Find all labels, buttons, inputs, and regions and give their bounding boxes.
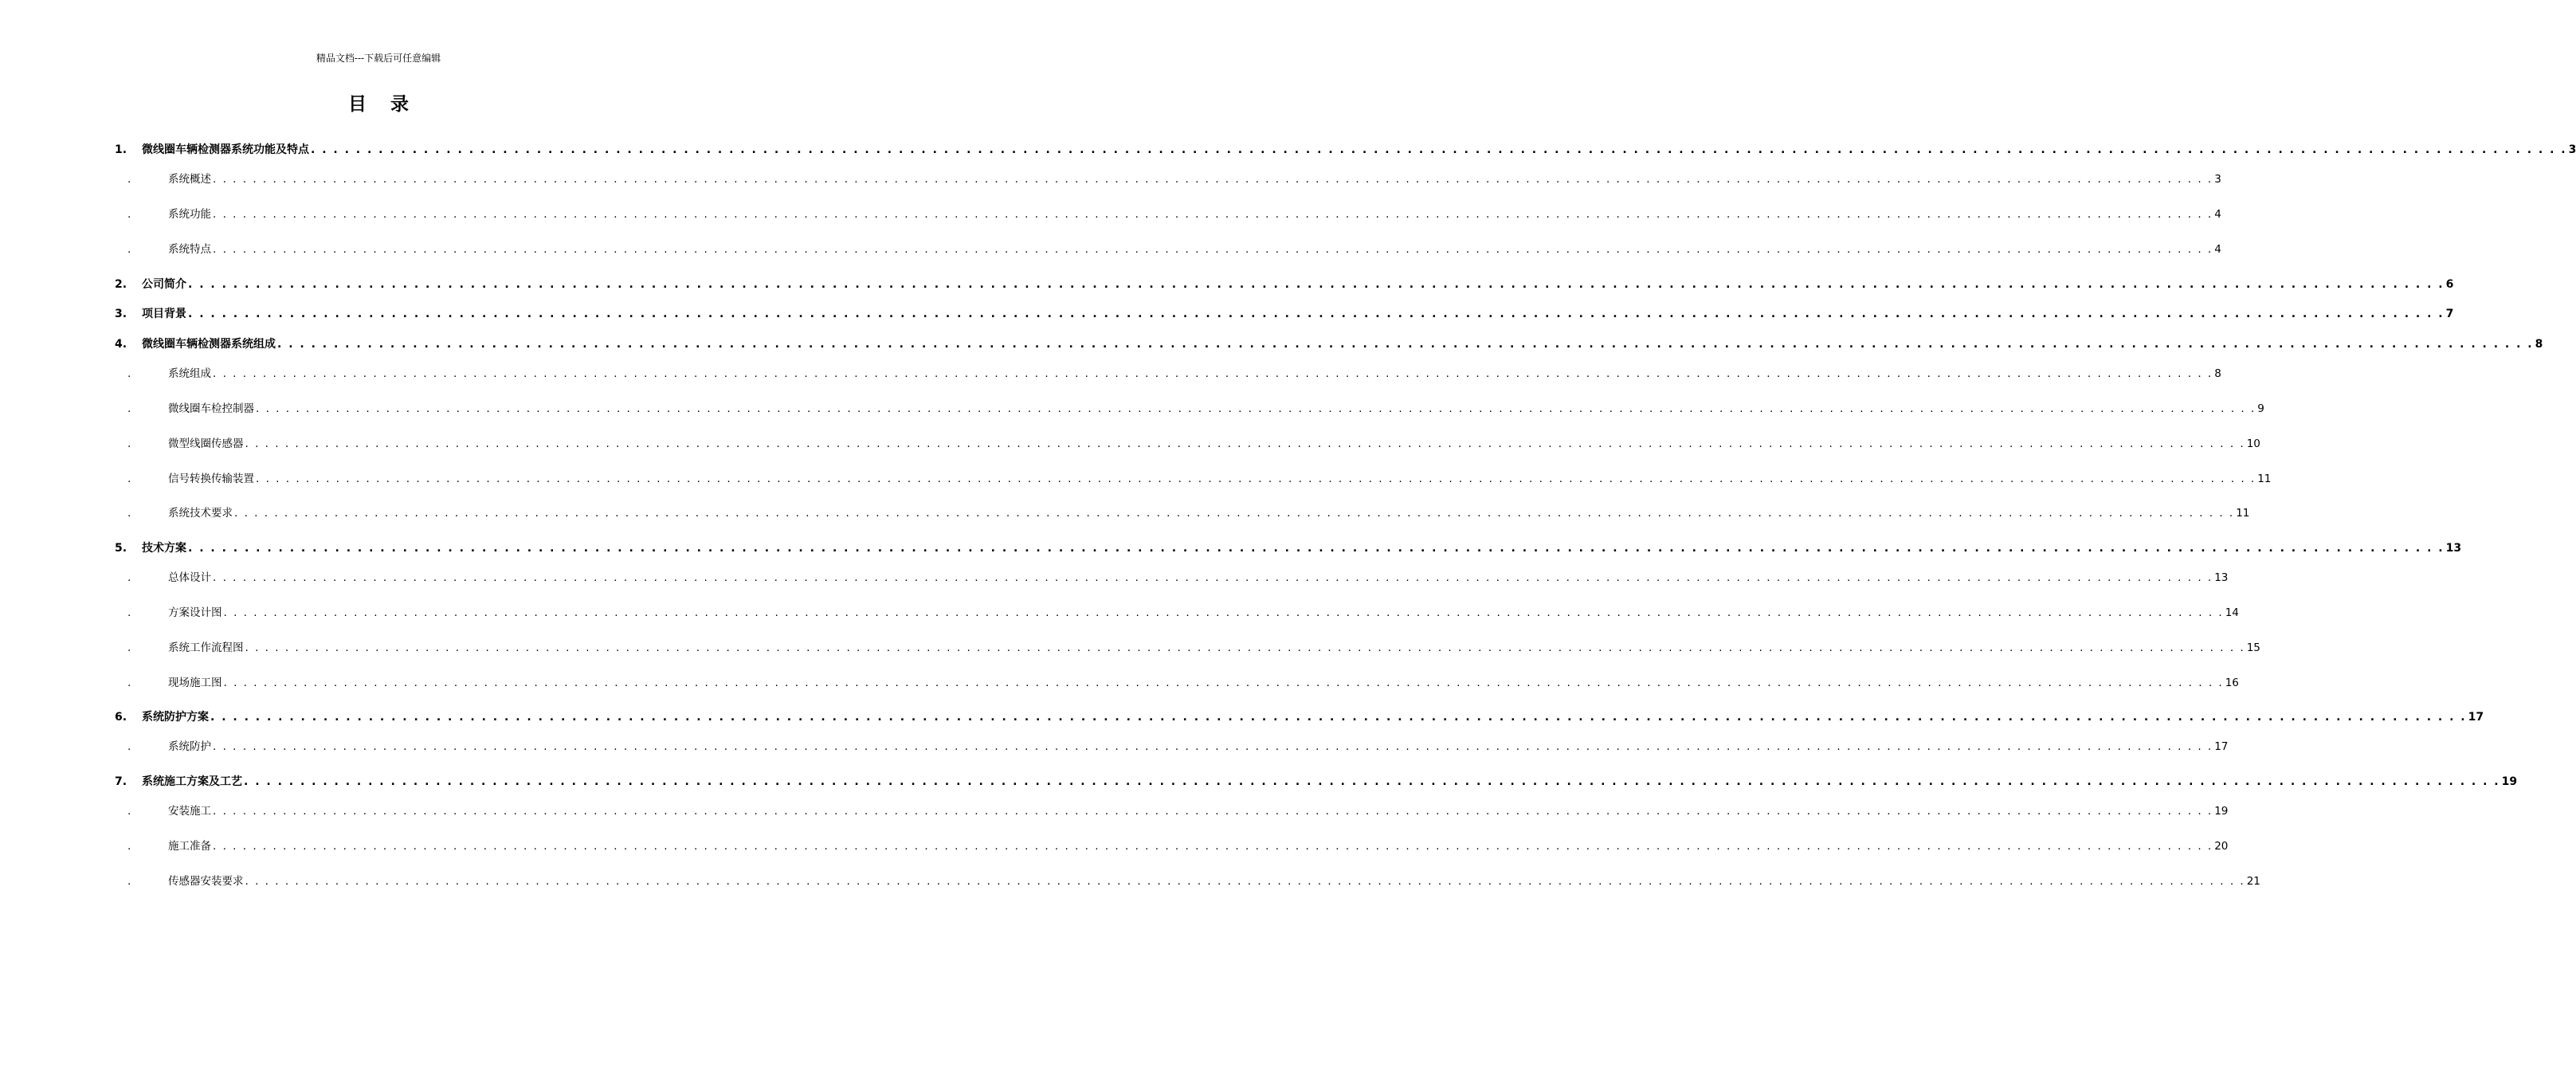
- toc-entry-number: .: [127, 243, 131, 256]
- toc-entry-page-number: 21: [2246, 875, 2260, 888]
- toc-dot-leader: . . . . . . . . . . . . . . . . . . . . . . . . . . . . . . . . . . . . . . . . . . . . . . . . . . . . . . . . . . . . . . . . . . . . . . . . . . . . . . . . . . . . . . . . . . . . . . . . . . . . . . . . . . . . . . . . . . . . . . . . . . . . . . . . . . . . . . . . . . . . . . . . . . . . . . . . . . . . . . . . . . . . . . . . . . . . . . . . . . . . . . . . . . . . . . . . . . . . . . . .: [311, 143, 2567, 156]
- toc-entry-page-number: 7: [2445, 308, 2454, 320]
- toc-entry-chapter[interactable]: [115, 141, 2576, 159]
- toc-entry-page-number: 13: [2445, 542, 2462, 555]
- toc-entry-chapter[interactable]: [115, 305, 2454, 323]
- toc-dot-leader: . . . . . . . . . . . . . . . . . . . . . . . . . . . . . . . . . . . . . . . . . . . . . . . . . . . . . . . . . . . . . . . . . . . . . . . . . . . . . . . . . . . . . . . . . . . . . . . . . . . . . . . . . . . . . . . . . . . . . . . . . . . . . . . . . . . . . . . . . . . . . . . . . . . . . . . . . . . . . . . . . . . . . . . . . . . . . . . . . . . . . . . . . . . . . . . . . . . . . . . .: [188, 308, 2445, 320]
- toc-entry-section[interactable]: [115, 738, 2229, 755]
- toc-entry-section[interactable]: [115, 365, 2221, 382]
- toc-entry-section[interactable]: [115, 569, 2229, 586]
- toc-dot-leader: . . . . . . . . . . . . . . . . . . . . . . . . . . . . . . . . . . . . . . . . . . . . . . . . . . . . . . . . . . . . . . . . . . . . . . . . . . . . . . . . . . . . . . . . . . . . . . . . . . . . . . . . . . . . . . . . . . . . . . . . . . . . . . . . . . . . . . . . . . . . . . . . . . . . . . . . . . . . . . . . . . . . . . . . . . . . . . . . . . . . . . . . . . . . . . . . . . . . . . . .: [223, 606, 2224, 619]
- toc-entry-page-number: 20: [2214, 840, 2229, 853]
- toc-entry-label[interactable]: 微线圈车检控制器: [168, 402, 254, 415]
- toc-dot-leader: . . . . . . . . . . . . . . . . . . . . . . . . . . . . . . . . . . . . . . . . . . . . . . . . . . . . . . . . . . . . . . . . . . . . . . . . . . . . . . . . . . . . . . . . . . . . . . . . . . . . . . . . . . . . . . . . . . . . . . . . . . . . . . . . . . . . . . . . . . . . . . . . . . . . . . . . . . . . . . . . . . . . . . . . . . . . . . . . . . . . . . . . . . . . . . . . . . . . . . . .: [245, 437, 2245, 450]
- toc-entry-number: .: [127, 677, 131, 689]
- toc-entry-number: .: [127, 571, 131, 584]
- page-header: 精品文档---下载后可任意编辑: [316, 53, 441, 64]
- toc-entry-section[interactable]: [115, 604, 2239, 622]
- toc-entry-page-number: 10: [2246, 437, 2260, 450]
- toc-dot-leader: . . . . . . . . . . . . . . . . . . . . . . . . . . . . . . . . . . . . . . . . . . . . . . . . . . . . . . . . . . . . . . . . . . . . . . . . . . . . . . . . . . . . . . . . . . . . . . . . . . . . . . . . . . . . . . . . . . . . . . . . . . . . . . . . . . . . . . . . . . . . . . . . . . . . . . . . . . . . . . . . . . . . . . . . . . . . . . . . . . . . . . . . . . . . . . . . . . . . . . . .: [223, 677, 2224, 689]
- toc-entry-label[interactable]: 系统防护: [168, 740, 211, 753]
- toc-dot-leader: . . . . . . . . . . . . . . . . . . . . . . . . . . . . . . . . . . . . . . . . . . . . . . . . . . . . . . . . . . . . . . . . . . . . . . . . . . . . . . . . . . . . . . . . . . . . . . . . . . . . . . . . . . . . . . . . . . . . . . . . . . . . . . . . . . . . . . . . . . . . . . . . . . . . . . . . . . . . . . . . . . . . . . . . . . . . . . . . . . . . . . . . . . . . . . . . . . . . . . . .: [188, 542, 2445, 555]
- toc-entry-label[interactable]: 微线圈车辆检测器系统功能及特点: [142, 143, 309, 156]
- toc-entry-number: .: [127, 208, 131, 221]
- toc-entry-label[interactable]: 信号转换传输装置: [168, 473, 254, 485]
- toc-entry-page-number: 8: [2535, 338, 2543, 351]
- toc-entry-chapter[interactable]: [115, 708, 2484, 726]
- toc-entry-number: 6.: [115, 711, 127, 724]
- toc-entry-page-number: 15: [2246, 641, 2260, 654]
- toc-entry-page-number: 19: [2214, 805, 2229, 818]
- toc-entry-label[interactable]: 项目背景: [142, 308, 186, 320]
- toc-entry-label[interactable]: 系统特点: [168, 243, 211, 256]
- toc-entry-number: .: [127, 641, 131, 654]
- toc-entry-number: .: [127, 840, 131, 853]
- toc-entry-number: 3.: [115, 308, 127, 320]
- toc-entry-section[interactable]: [115, 674, 2239, 692]
- toc-entry-page-number: 11: [2257, 473, 2272, 485]
- toc-entry-section[interactable]: [115, 802, 2229, 820]
- toc-entry-label[interactable]: 微线圈车辆检测器系统组成: [142, 338, 276, 351]
- toc-dot-leader: . . . . . . . . . . . . . . . . . . . . . . . . . . . . . . . . . . . . . . . . . . . . . . . . . . . . . . . . . . . . . . . . . . . . . . . . . . . . . . . . . . . . . . . . . . . . . . . . . . . . . . . . . . . . . . . . . . . . . . . . . . . . . . . . . . . . . . . . . . . . . . . . . . . . . . . . . . . . . . . . . . . . . . . . . . . . . . . . . . . . . . . . . . . . . . . . . . . . . . . .: [213, 571, 2213, 584]
- toc-entry-page-number: 16: [2225, 677, 2239, 689]
- toc-entry-page-number: 14: [2225, 606, 2239, 619]
- toc-entry-label[interactable]: 系统施工方案及工艺: [142, 775, 242, 788]
- toc-dot-leader: . . . . . . . . . . . . . . . . . . . . . . . . . . . . . . . . . . . . . . . . . . . . . . . . . . . . . . . . . . . . . . . . . . . . . . . . . . . . . . . . . . . . . . . . . . . . . . . . . . . . . . . . . . . . . . . . . . . . . . . . . . . . . . . . . . . . . . . . . . . . . . . . . . . . . . . . . . . . . . . . . . . . . . . . . . . . . . . . . . . . . . . . . . . . . . . . . . . . . . . .: [213, 805, 2213, 818]
- toc-entry-page-number: 9: [2257, 402, 2264, 415]
- toc-entry-number: 1.: [115, 143, 127, 156]
- toc-entry-page-number: 17: [2468, 711, 2484, 724]
- toc-dot-leader: . . . . . . . . . . . . . . . . . . . . . . . . . . . . . . . . . . . . . . . . . . . . . . . . . . . . . . . . . . . . . . . . . . . . . . . . . . . . . . . . . . . . . . . . . . . . . . . . . . . . . . . . . . . . . . . . . . . . . . . . . . . . . . . . . . . . . . . . . . . . . . . . . . . . . . . . . . . . . . . . . . . . . . . . . . . . . . . . . . . . . . . . . . . . . . . . . . . . . . . .: [244, 775, 2500, 788]
- toc-entry-label[interactable]: 系统工作流程图: [168, 641, 244, 654]
- toc-entry-number: .: [127, 606, 131, 619]
- toc-entry-number: .: [127, 473, 131, 485]
- toc-dot-leader: . . . . . . . . . . . . . . . . . . . . . . . . . . . . . . . . . . . . . . . . . . . . . . . . . . . . . . . . . . . . . . . . . . . . . . . . . . . . . . . . . . . . . . . . . . . . . . . . . . . . . . . . . . . . . . . . . . . . . . . . . . . . . . . . . . . . . . . . . . . . . . . . . . . . . . . . . . . . . . . . . . . . . . . . . . . . . . . . . . . . . . . . . . . . . . . . . . . . . . . .: [188, 278, 2445, 291]
- toc-entry-chapter[interactable]: [115, 539, 2462, 557]
- toc-entry-section[interactable]: [115, 504, 2250, 522]
- toc-entry-chapter[interactable]: [115, 335, 2543, 353]
- toc-entry-number: .: [127, 875, 131, 888]
- toc-dot-leader: . . . . . . . . . . . . . . . . . . . . . . . . . . . . . . . . . . . . . . . . . . . . . . . . . . . . . . . . . . . . . . . . . . . . . . . . . . . . . . . . . . . . . . . . . . . . . . . . . . . . . . . . . . . . . . . . . . . . . . . . . . . . . . . . . . . . . . . . . . . . . . . . . . . . . . . . . . . . . . . . . . . . . . . . . . . . . . . . . . . . . . . . . . . . . . . . . . . . . . . .: [213, 740, 2213, 753]
- toc-entry-label[interactable]: 安装施工: [168, 805, 211, 818]
- toc-entry-chapter[interactable]: [115, 276, 2454, 293]
- toc-entry-label[interactable]: 系统技术要求: [168, 507, 233, 520]
- toc-entry-number: .: [127, 437, 131, 450]
- toc-entry-page-number: 19: [2501, 775, 2518, 788]
- toc-entry-number: .: [127, 507, 131, 520]
- toc-entry-label[interactable]: 技术方案: [142, 542, 186, 555]
- toc-entry-number: 4.: [115, 338, 127, 351]
- toc-entry-section[interactable]: [115, 171, 2221, 188]
- toc-entry-page-number: 3: [2568, 143, 2576, 156]
- toc-dot-leader: . . . . . . . . . . . . . . . . . . . . . . . . . . . . . . . . . . . . . . . . . . . . . . . . . . . . . . . . . . . . . . . . . . . . . . . . . . . . . . . . . . . . . . . . . . . . . . . . . . . . . . . . . . . . . . . . . . . . . . . . . . . . . . . . . . . . . . . . . . . . . . . . . . . . . . . . . . . . . . . . . . . . . . . . . . . . . . . . . . . . . . . . . . . . . . . . . . . . . . . .: [256, 473, 2256, 485]
- toc-entry-page-number: 8: [2214, 367, 2221, 380]
- toc-dot-leader: . . . . . . . . . . . . . . . . . . . . . . . . . . . . . . . . . . . . . . . . . . . . . . . . . . . . . . . . . . . . . . . . . . . . . . . . . . . . . . . . . . . . . . . . . . . . . . . . . . . . . . . . . . . . . . . . . . . . . . . . . . . . . . . . . . . . . . . . . . . . . . . . . . . . . . . . . . . . . . . . . . . . . . . . . . . . . . . . . . . . . . . . . . . . . . . . . . . . . . . .: [213, 840, 2213, 853]
- toc-entry-chapter[interactable]: [115, 773, 2518, 790]
- toc-entry-label[interactable]: 施工准备: [168, 840, 211, 853]
- toc-entry-page-number: 4: [2214, 243, 2221, 256]
- toc-dot-leader: . . . . . . . . . . . . . . . . . . . . . . . . . . . . . . . . . . . . . . . . . . . . . . . . . . . . . . . . . . . . . . . . . . . . . . . . . . . . . . . . . . . . . . . . . . . . . . . . . . . . . . . . . . . . . . . . . . . . . . . . . . . . . . . . . . . . . . . . . . . . . . . . . . . . . . . . . . . . . . . . . . . . . . . . . . . . . . . . . . . . . . . . . . . . . . . . . . . . . . . .: [210, 711, 2467, 724]
- toc-entry-number: .: [127, 402, 131, 415]
- toc-entry-label[interactable]: 现场施工图: [168, 677, 222, 689]
- toc-entry-number: 5.: [115, 542, 127, 555]
- toc-entry-label[interactable]: 微型线圈传感器: [168, 437, 244, 450]
- toc-entry-label[interactable]: 方案设计图: [168, 606, 222, 619]
- toc-entry-label[interactable]: 传感器安装要求: [168, 875, 244, 888]
- toc-entry-label[interactable]: 系统防护方案: [142, 711, 209, 724]
- toc-entry-number: .: [127, 367, 131, 380]
- toc-entry-number: .: [127, 805, 131, 818]
- toc-entry-number: .: [127, 173, 131, 186]
- toc-entry-page-number: 17: [2214, 740, 2229, 753]
- toc-entry-page-number: 3: [2214, 173, 2221, 186]
- toc-entry-section[interactable]: [115, 241, 2221, 258]
- toc-entry-section[interactable]: [115, 470, 2272, 488]
- toc-dot-leader: . . . . . . . . . . . . . . . . . . . . . . . . . . . . . . . . . . . . . . . . . . . . . . . . . . . . . . . . . . . . . . . . . . . . . . . . . . . . . . . . . . . . . . . . . . . . . . . . . . . . . . . . . . . . . . . . . . . . . . . . . . . . . . . . . . . . . . . . . . . . . . . . . . . . . . . . . . . . . . . . . . . . . . . . . . . . . . . . . . . . . . . . . . . . . . . . . . . . . . . .: [256, 402, 2256, 415]
- toc-dot-leader: . . . . . . . . . . . . . . . . . . . . . . . . . . . . . . . . . . . . . . . . . . . . . . . . . . . . . . . . . . . . . . . . . . . . . . . . . . . . . . . . . . . . . . . . . . . . . . . . . . . . . . . . . . . . . . . . . . . . . . . . . . . . . . . . . . . . . . . . . . . . . . . . . . . . . . . . . . . . . . . . . . . . . . . . . . . . . . . . . . . . . . . . . . . . . . . . . . . . . . . .: [213, 367, 2213, 380]
- toc-entry-label[interactable]: 系统组成: [168, 367, 211, 380]
- toc-entry-number: 7.: [115, 775, 127, 788]
- toc-entry-section[interactable]: [115, 435, 2260, 453]
- toc-entry-label[interactable]: 系统概述: [168, 173, 211, 186]
- toc-entry-page-number: 11: [2236, 507, 2250, 520]
- toc-dot-leader: . . . . . . . . . . . . . . . . . . . . . . . . . . . . . . . . . . . . . . . . . . . . . . . . . . . . . . . . . . . . . . . . . . . . . . . . . . . . . . . . . . . . . . . . . . . . . . . . . . . . . . . . . . . . . . . . . . . . . . . . . . . . . . . . . . . . . . . . . . . . . . . . . . . . . . . . . . . . . . . . . . . . . . . . . . . . . . . . . . . . . . . . . . . . . . . . . . . . . . . .: [234, 507, 2235, 520]
- toc-dot-leader: . . . . . . . . . . . . . . . . . . . . . . . . . . . . . . . . . . . . . . . . . . . . . . . . . . . . . . . . . . . . . . . . . . . . . . . . . . . . . . . . . . . . . . . . . . . . . . . . . . . . . . . . . . . . . . . . . . . . . . . . . . . . . . . . . . . . . . . . . . . . . . . . . . . . . . . . . . . . . . . . . . . . . . . . . . . . . . . . . . . . . . . . . . . . . . . . . . . . . . . .: [213, 243, 2213, 256]
- toc-entry-page-number: 6: [2445, 278, 2454, 291]
- toc-entry-number: 2.: [115, 278, 127, 291]
- toc-entry-section[interactable]: [115, 206, 2221, 223]
- toc-entry-label[interactable]: 系统功能: [168, 208, 211, 221]
- toc-entry-page-number: 13: [2214, 571, 2229, 584]
- toc-entry-section[interactable]: [115, 639, 2260, 657]
- toc-entry-label[interactable]: 总体设计: [168, 571, 211, 584]
- toc-entry-section[interactable]: [115, 400, 2264, 418]
- toc-dot-leader: . . . . . . . . . . . . . . . . . . . . . . . . . . . . . . . . . . . . . . . . . . . . . . . . . . . . . . . . . . . . . . . . . . . . . . . . . . . . . . . . . . . . . . . . . . . . . . . . . . . . . . . . . . . . . . . . . . . . . . . . . . . . . . . . . . . . . . . . . . . . . . . . . . . . . . . . . . . . . . . . . . . . . . . . . . . . . . . . . . . . . . . . . . . . . . . . . . . . . . . .: [213, 208, 2213, 221]
- toc-entry-label[interactable]: 公司简介: [142, 278, 186, 291]
- toc-title: 目录: [348, 94, 433, 115]
- toc-dot-leader: . . . . . . . . . . . . . . . . . . . . . . . . . . . . . . . . . . . . . . . . . . . . . . . . . . . . . . . . . . . . . . . . . . . . . . . . . . . . . . . . . . . . . . . . . . . . . . . . . . . . . . . . . . . . . . . . . . . . . . . . . . . . . . . . . . . . . . . . . . . . . . . . . . . . . . . . . . . . . . . . . . . . . . . . . . . . . . . . . . . . . . . . . . . . . . . . . . . . . . . .: [277, 338, 2534, 351]
- toc-dot-leader: . . . . . . . . . . . . . . . . . . . . . . . . . . . . . . . . . . . . . . . . . . . . . . . . . . . . . . . . . . . . . . . . . . . . . . . . . . . . . . . . . . . . . . . . . . . . . . . . . . . . . . . . . . . . . . . . . . . . . . . . . . . . . . . . . . . . . . . . . . . . . . . . . . . . . . . . . . . . . . . . . . . . . . . . . . . . . . . . . . . . . . . . . . . . . . . . . . . . . . . .: [213, 173, 2213, 186]
- toc-dot-leader: . . . . . . . . . . . . . . . . . . . . . . . . . . . . . . . . . . . . . . . . . . . . . . . . . . . . . . . . . . . . . . . . . . . . . . . . . . . . . . . . . . . . . . . . . . . . . . . . . . . . . . . . . . . . . . . . . . . . . . . . . . . . . . . . . . . . . . . . . . . . . . . . . . . . . . . . . . . . . . . . . . . . . . . . . . . . . . . . . . . . . . . . . . . . . . . . . . . . . . . .: [245, 641, 2245, 654]
- toc-entry-number: .: [127, 740, 131, 753]
- toc-entry-section[interactable]: [115, 838, 2229, 855]
- toc-dot-leader: . . . . . . . . . . . . . . . . . . . . . . . . . . . . . . . . . . . . . . . . . . . . . . . . . . . . . . . . . . . . . . . . . . . . . . . . . . . . . . . . . . . . . . . . . . . . . . . . . . . . . . . . . . . . . . . . . . . . . . . . . . . . . . . . . . . . . . . . . . . . . . . . . . . . . . . . . . . . . . . . . . . . . . . . . . . . . . . . . . . . . . . . . . . . . . . . . . . . . . . .: [245, 875, 2245, 888]
- toc-entry-page-number: 4: [2214, 208, 2221, 221]
- toc-entry-section[interactable]: [115, 873, 2260, 890]
